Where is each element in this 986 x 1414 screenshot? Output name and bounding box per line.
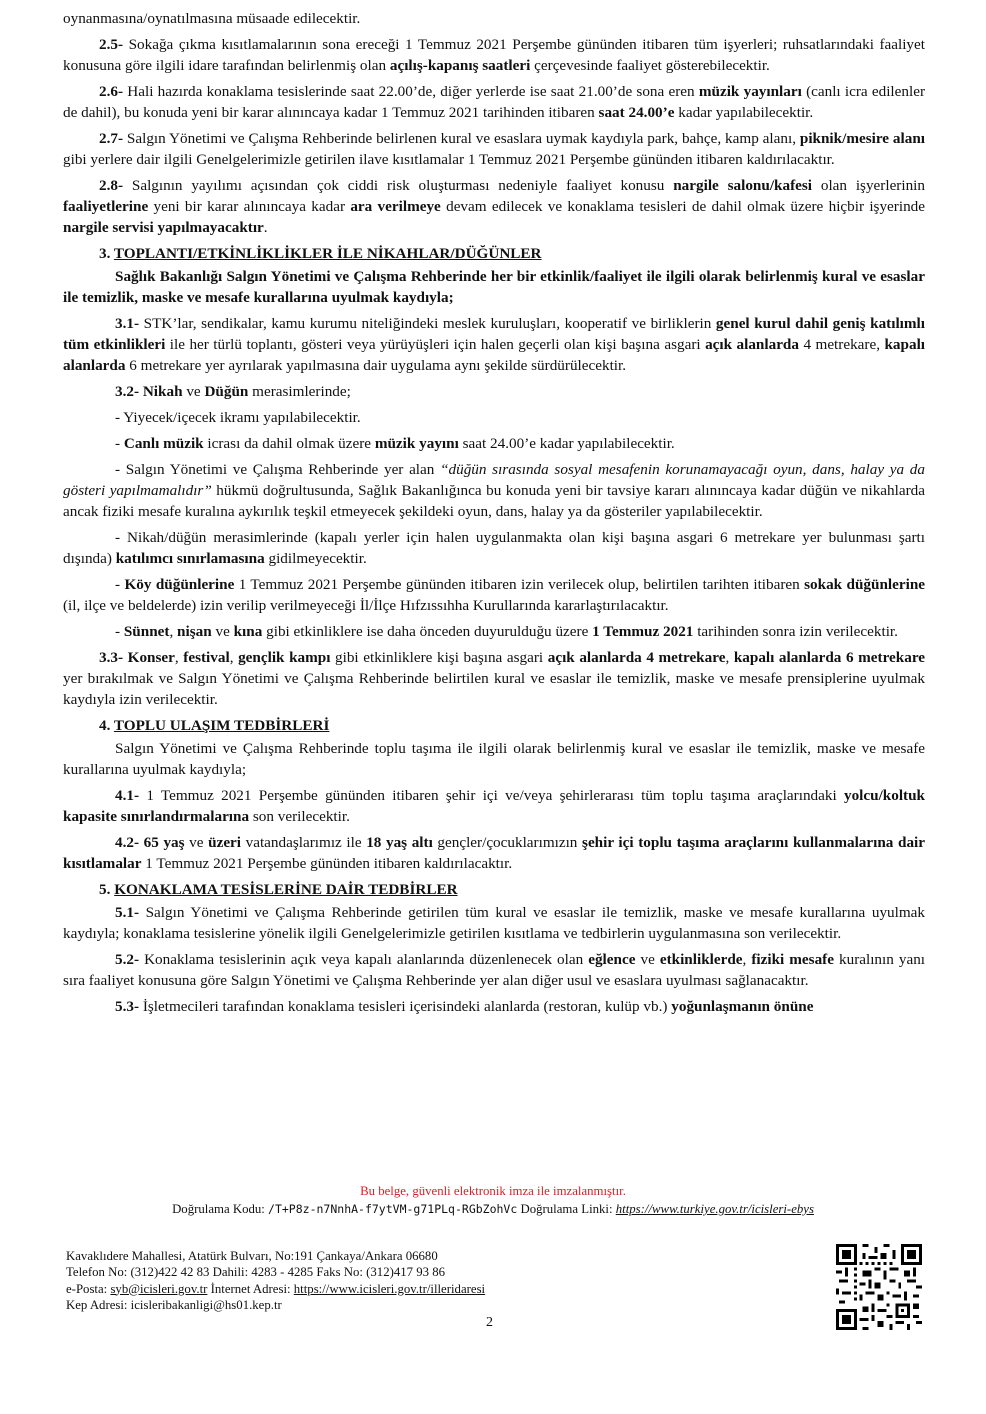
bold-text: kına: [233, 623, 263, 640]
email-link[interactable]: syb@icisleri.gov.tr: [110, 1281, 208, 1296]
item-number: 2.6-: [99, 83, 124, 100]
text: Salgın Yönetimi ve Çalışma Rehberinde belirlenen kural ve esaslara uymak kaydıyla park, bahçe, kamp alanı,: [123, 130, 800, 147]
bold-text: eğlence: [588, 951, 636, 968]
text: Salgın Yönetimi ve Çalışma Rehberinde getirilen tüm kural ve esaslar ile temizlik, maske ve mesafe kurallarına uyulmak kaydıyla; konaklama tesislerine yönelik ilgili Genelgelerimizle getirilen kısıtlama ve tedbirlerin uygulanmasına son verilecektir.: [63, 904, 925, 942]
e-signature-notice: Bu belge, güvenli elektronik imza ile imzalanmıştır.: [360, 1184, 626, 1198]
section-heading-3: [99, 243, 925, 264]
text: 1 Temmuz 2021 Perşembe gününden itibaren kaldırılacaktır.: [141, 855, 513, 872]
item-number: 5.1-: [115, 904, 140, 921]
section-title: KONAKLAMA TESİSLERİNE DAİR TEDBİRLER: [114, 881, 458, 898]
text: ile her türlü toplantı, gösteri veya yürüyüşleri için halen geçerli olan kişi başına asgari: [165, 336, 706, 353]
paragraph-4-1: [63, 785, 925, 827]
bold-text: katılımcı sınırlamasına: [115, 550, 265, 567]
text: ve: [182, 383, 205, 400]
bold-text: etkinliklerde: [659, 951, 743, 968]
paragraph-text: oynanmasına/oynatılmasına müsaade edilecektir.: [63, 10, 361, 27]
verification-code: /T+P8z-n7NnhA-f7ytVM-g71PLq-RGbZohVc: [268, 1202, 518, 1216]
web-label: İnternet Adresi:: [210, 1281, 291, 1296]
text: 1 Temmuz 2021 Perşembe gününden itibaren şehir içi ve/veya şehirlerarası tüm toplu taşıma araçlarındaki: [139, 787, 844, 804]
bold-text: şehir içi toplu taşıma araçlarını kullanmalarına dair kısıtlamalar: [63, 834, 926, 872]
email-web-line: [66, 1281, 706, 1297]
phone-fax: Telefon No: (312)422 42 83 Dahili: 4283 - 4285 Faks No: (312)417 93 86: [66, 1265, 446, 1280]
paragraph-3-1: [63, 313, 925, 376]
text: ve: [635, 951, 660, 968]
text: 4 metrekare,: [798, 336, 885, 353]
bold-text: Sünnet: [123, 623, 170, 640]
bold-text: 65 yaş: [139, 834, 185, 851]
text: STK’lar, sendikalar, kamu kurumu niteliğindeki meslek kuruluşları, kooperatif ve birliklerin: [139, 315, 716, 332]
bold-text: Sağlık Bakanlığı Salgın Yönetimi ve Çalışma Rehberinde her bir etkinlik/faaliyet ile ilgili olarak belirlenmiş kural ve esaslar ile temizlik, maske ve mesafe kurallarına uyulmak kaydıyla;: [63, 268, 925, 306]
text: tarihinden sonra izin verilecektir.: [693, 623, 898, 640]
item-number: 3.1-: [115, 315, 140, 332]
text: - Nikah/düğün merasimlerinde (kapalı yerler için halen uygulanmakta olan kişi başına asgari 6 metrekare yer bulunması şartı dışında): [63, 529, 925, 567]
bold-text: açılış-kapanış saatleri: [389, 57, 531, 74]
bullet-dance: [63, 459, 925, 522]
bold-text: Konser: [123, 649, 175, 666]
text: İşletmecileri tarafından konaklama tesisleri içerisindeki alanlarda (restoran, kulüp vb.): [139, 998, 672, 1015]
text: Sokağa çıkma kısıtlamalarının sona ereceği 1 Temmuz 2021 Perşembe gününden itibaren tüm işyerleri; ruhsatlarındaki faaliyet konusuna göre ilgili idare tarafından belirlenmiş olan: [63, 36, 925, 74]
bold-text: nişan: [177, 623, 212, 640]
text: - Yiyecek/içecek ikramı yapılabilecektir.: [115, 409, 361, 426]
text: 6 metrekare yer ayrılarak yapılmasına dair uygulama aynı şekilde sürdürülecektir.: [125, 357, 627, 374]
text: ,: [169, 623, 178, 640]
bullet-village-weddings: [63, 574, 925, 616]
bold-text: 1 Temmuz 2021: [592, 623, 694, 640]
bold-text: kapalı alanlarda 6 metrekare: [733, 649, 926, 666]
bold-text: Düğün: [204, 383, 249, 400]
bullet-circumcision: [63, 621, 925, 642]
paragraph-2-5: [63, 34, 925, 76]
bold-text: nargile servisi yapılmayacaktır: [63, 219, 264, 236]
text: saat 24.00’e kadar yapılabilecektir.: [458, 435, 675, 452]
item-number: 4.1-: [115, 787, 140, 804]
section-number: 3.: [99, 245, 111, 262]
section-heading-4: [99, 715, 925, 736]
bold-text: saat 24.00’e: [598, 104, 675, 121]
text: (il, ilçe ve beldelerde) izin verilip verilmeyeceği İl/İlçe Hıfzıssıhha Kurullarında kararlaştırılacaktır.: [63, 597, 669, 614]
bold-text: genel kurul dahil geniş katılımlı tüm etkinlikleri: [63, 315, 925, 353]
text: ,: [229, 649, 239, 666]
qr-code-icon: [836, 1244, 922, 1330]
signature-footer: [0, 1182, 986, 1218]
text: kuralının yanı sıra faaliyet konusuna göre Salgın Yönetimi ve Çalışma Rehberinde yer alan diğer usul ve esaslara uyulması sağlanacaktır.: [63, 951, 926, 989]
bullet-live-music: [63, 433, 925, 454]
bold-text: faaliyetlerine: [63, 198, 149, 215]
text: gençler/çocuklarımızın: [432, 834, 583, 851]
paragraph-2-6: [63, 81, 925, 123]
text: ,: [174, 649, 184, 666]
text: gidilmeyecektir.: [264, 550, 367, 567]
bold-text: Nikah: [142, 383, 183, 400]
bold-text: nargile salonu/kafesi: [673, 177, 813, 194]
text: icrası da dahil olmak üzere: [203, 435, 375, 452]
bold-text: festival: [183, 649, 230, 666]
item-number: 4.2-: [115, 834, 140, 851]
section-number: 5.: [99, 881, 111, 898]
bold-text: üzeri: [208, 834, 242, 851]
paragraph-3-2: [63, 381, 925, 402]
verification-line: [0, 1200, 986, 1218]
paragraph-continuation: [63, 8, 925, 29]
postal-address: Kavaklıdere Mahallesi, Atatürk Bulvarı, No:191 Çankaya/Ankara 06680: [66, 1249, 438, 1263]
text: son verilecektir.: [249, 808, 350, 825]
bold-text: sokak düğünlerine: [804, 576, 926, 593]
text: yeni bir karar alınıncaya kadar: [148, 198, 351, 215]
text: gibi etkinliklere ise daha önceden duyurulduğu üzere: [262, 623, 593, 640]
text: (canlı icra edilenler de dahil), bu konuda yeni bir karar alınıncaya kadar 1 Temmuz 2021 tarihinden itibaren: [63, 83, 925, 121]
item-number: 3.2-: [115, 383, 140, 400]
bold-text: Canlı müzik: [123, 435, 204, 452]
verification-link-label: Doğrulama Linki:: [520, 1202, 613, 1216]
text: 1 Temmuz 2021 Perşembe gününden itibaren izin verilecek olup, belirtilen tarihten itibaren: [234, 576, 805, 593]
item-number: 3.3-: [99, 649, 124, 666]
text: çerçevesinde faaliyet gösterebilecektir.: [530, 57, 770, 74]
bold-text: yolcu/koltuk kapasite sınırlandırmalarına: [63, 787, 925, 825]
email-label: e-Posta:: [66, 1281, 108, 1296]
paragraph-section-4-intro: [63, 738, 925, 780]
text: Hali hazırda konaklama tesislerinde saat 22.00’de, diğer yerlerde ise saat 21.00’de sona eren: [123, 83, 699, 100]
web-link[interactable]: https://www.icisleri.gov.tr/illeridaresi: [293, 1281, 486, 1296]
bold-text: Köy düğünlerine: [124, 576, 235, 593]
paragraph-5-1: [63, 902, 925, 944]
section-number: 4.: [99, 717, 111, 734]
text: yer bırakılmak ve Salgın Yönetimi ve Çalışma Rehberinde belirtilen kural ve esaslar ile temizlik, maske ve mesafe prensiplerine uyulmak kaydıyla izin verilecektir.: [63, 670, 925, 708]
bold-text: ara verilmeye: [350, 198, 441, 215]
bold-text: açık alanlarda: [705, 336, 799, 353]
text: Salgının yayılımı açısından çok ciddi risk oluşturması nedeniyle faaliyet konusu: [123, 177, 674, 194]
text: merasimlerinde;: [248, 383, 351, 400]
paragraph-5-3: [63, 996, 925, 1017]
bold-text: müzik yayınları: [698, 83, 802, 100]
text: -: [115, 623, 124, 640]
paragraph-section-3-intro: [63, 266, 925, 308]
bold-text: 18 yaş altı: [366, 834, 433, 851]
text: hükmü doğrultusunda, Sağlık Bakanlığınca bu konuda yeni bir tavsiye kararı alınıncaya kadar düğün ve nikahlarda ancak fiziki mesafe kuralına aykırılık teşkil etmeyecek şekildeki oyun, dans, halay ya da gösteriler yapılabilecektir.: [63, 482, 925, 520]
section-heading-5: [99, 879, 925, 900]
text: ,: [742, 951, 752, 968]
paragraph-3-3: [63, 647, 925, 710]
address-block: [66, 1248, 706, 1313]
text: gibi yerlere dair ilgili Genelgelerimizle getirilen ilave kısıtlamalar 1 Temmuz 2021 Perşembe gününden itibaren kaldırılacaktır.: [63, 151, 835, 168]
bold-text: gençlik kampı: [238, 649, 331, 666]
text: ,: [725, 649, 734, 666]
text: olan işyerlerinin: [812, 177, 925, 194]
section-title: TOPLANTI/ETKİNLİKLİKLER İLE NİKAHLAR/DÜĞÜNLER: [113, 245, 542, 262]
italic-quote: “düğün sırasında sosyal mesafenin korunamayacağı oyun, dans, halay ya da gösteri yapılmamalıdır”: [63, 461, 925, 499]
item-number: 2.7-: [99, 130, 124, 147]
text: ve: [211, 623, 234, 640]
item-number: 2.8-: [99, 177, 124, 194]
page-number: 2: [486, 1315, 493, 1330]
text: devam edilecek ve konaklama tesisleri de dahil olmak üzere hiçbir işyerinde: [440, 198, 925, 215]
paragraph-2-8: [63, 175, 925, 238]
text: .: [263, 219, 268, 236]
item-number: 2.5-: [99, 36, 124, 53]
verification-link[interactable]: https://www.turkiye.gov.tr/icisleri-ebys: [615, 1202, 814, 1216]
paragraph-4-2: [63, 832, 925, 874]
paragraph-2-7: [63, 128, 925, 170]
bold-text: müzik yayını: [374, 435, 459, 452]
verification-code-label: Doğrulama Kodu:: [172, 1202, 265, 1216]
text: Salgın Yönetimi ve Çalışma Rehberinde toplu taşıma ile ilgili olarak belirlenmiş kural ve esaslar ile temizlik, maske ve mesafe kurallarına uyulmak kaydıyla;: [63, 740, 925, 778]
text: Konaklama tesislerinin açık veya kapalı alanlarında düzenlenecek olan: [139, 951, 589, 968]
bullet-participants: [63, 527, 925, 569]
bold-text: açık alanlarda 4 metrekare: [547, 649, 726, 666]
text: - Salgın Yönetimi ve Çalışma Rehberinde yer alan: [115, 461, 441, 478]
text: -: [115, 576, 125, 593]
text: gibi etkinliklere kişi başına asgari: [330, 649, 548, 666]
bullet-catering: [63, 407, 925, 428]
bold-text: fiziki mesafe: [751, 951, 834, 968]
text: vatandaşlarımız ile: [241, 834, 367, 851]
bold-text: kapalı alanlarda: [63, 336, 926, 374]
document-body: [63, 8, 925, 1022]
text: -: [115, 435, 124, 452]
section-title: TOPLU ULAŞIM TEDBİRLERİ: [113, 717, 330, 734]
bold-text: piknik/mesire alanı: [799, 130, 926, 147]
paragraph-5-2: [63, 949, 925, 991]
text: kadar yapılabilecektir.: [674, 104, 814, 121]
item-number: 5.3-: [115, 998, 140, 1015]
kep-address: Kep Adresi: icisleribakanligi@hs01.kep.tr: [66, 1297, 282, 1312]
text: ve: [184, 834, 209, 851]
item-number: 5.2-: [115, 951, 140, 968]
bold-text: yoğunlaşmanın önüne: [671, 998, 814, 1015]
